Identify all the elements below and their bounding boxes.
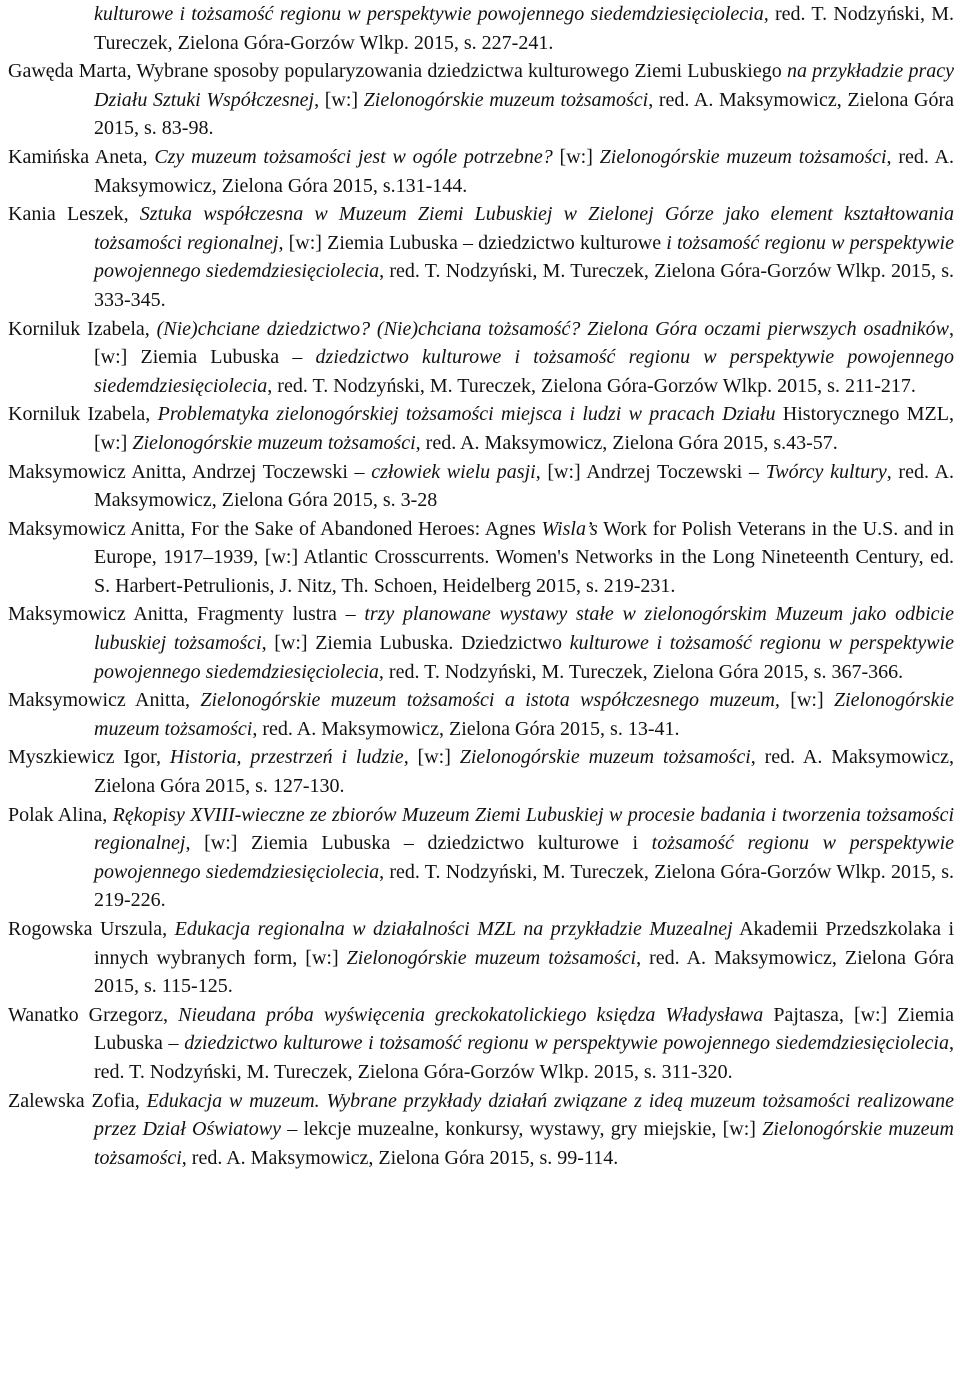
entry-text: , [w:] Ziemia Lubuska – — [94, 317, 954, 369]
entry-title-italic: Zielonogórskie muzeum tożsamości — [94, 689, 954, 740]
bibliography-entry — [8, 1087, 954, 1173]
entry-title-italic: Zielonogórskie muzeum tożsamości — [346, 946, 637, 969]
entry-title-italic: Czy muzeum tożsamości jest w ogóle potrzebne? — [154, 145, 553, 168]
bibliography-entry — [8, 200, 954, 314]
entry-text: , red. A. Maksymowicz, Zielona Góra 2015, s. 13-41. — [252, 717, 680, 740]
entry-text: Kamińska Aneta, — [8, 145, 155, 168]
entry-text: red. T. Nodzyński, M. Tureczek, Zielona Góra-Gorzów Wlkp. 2015, s. 227-241. — [94, 3, 954, 54]
entry-title-italic: kulturowe i tożsamość regionu w perspektywie powojennego siedemdziesięciolecia, — [94, 3, 769, 25]
entry-title-italic: kulturowe i tożsamość regionu w perspektywie powojennego siedemdziesięciolecia, — [94, 632, 955, 683]
entry-title-italic: Problematyka zielonogórskiej tożsamości miejsca i ludzi w pracach Działu — [157, 403, 776, 426]
entry-text: , red. A. Maksymowicz, Zielona Góra 2015, s. 115-125. — [94, 946, 954, 998]
entry-text: , [w:] Ziemia Lubuska. Dziedzictwo — [261, 632, 570, 655]
entry-text: Zalewska Zofia, — [8, 1089, 147, 1112]
entry-title-italic: Zielonogórskie muzeum tożsamości — [599, 145, 887, 168]
bibliography-entry — [8, 515, 954, 601]
bibliography-entry-continuation — [8, 0, 954, 57]
entry-text: Maksymowicz Anitta, Andrzej Toczewski – — [8, 460, 372, 483]
entry-title-italic: Wybrane przykłady działań związane z ideą muzeum tożsamości realizowane przez Dział Oświatowy — [94, 1089, 954, 1141]
bibliography-list — [8, 0, 954, 1172]
entry-text: , red. A. Maksymowicz, Zielona Góra 2015, s.43-57. — [415, 431, 838, 454]
entry-title-italic: Sztuka współczesna w Muzeum Ziemi Lubuskiej w Zielonej Górze jako element kształtowania tożsamości regionalnej — [94, 203, 954, 254]
entry-title-italic: trzy planowane wystawy stałe w zielonogórskim Muzeum jako odbicie lubuskiej tożsamości — [94, 603, 954, 655]
entry-text: , red. A. Maksymowicz, Zielona Góra 2015, s.131-144. — [94, 145, 954, 197]
entry-text: Maksymowicz Anitta, — [8, 689, 201, 712]
entry-text: Polak Alina, — [8, 803, 113, 826]
entry-title-italic: człowiek wielu pasji — [371, 460, 536, 483]
entry-text: , red. A. Maksymowicz, Zielona Góra 2015, s. 3-28 — [94, 460, 954, 512]
entry-title-italic: Rękopisy XVIII-wieczne ze zbiorów Muzeum Ziemi Lubuskiej w procesie badania i tworzenia tożsamości regionalnej — [94, 803, 955, 855]
entry-title-italic: Zielonogórskie muzeum tożsamości — [459, 746, 751, 769]
entry-title-italic: Zielonogórskie muzeum tożsamości — [132, 431, 416, 454]
bibliography-entry — [8, 915, 954, 1001]
entry-title-italic: Historia, przestrzeń i ludzie — [169, 746, 404, 769]
bibliography-entry — [8, 801, 954, 915]
entry-text: Korniluk Izabela, — [8, 403, 158, 426]
entry-text: Pajtasza, [w:] Ziemia Lubuska – — [94, 1003, 954, 1055]
entry-text: , red. A. Maksymowicz, Zielona Góra 2015, s. 99-114. — [181, 1146, 619, 1169]
entry-text: , red. T. Nodzyński, M. Tureczek, Zielona Góra-Gorzów Wlkp. 2015, s. 311-320. — [94, 1032, 954, 1083]
entry-text: Korniluk Izabela, — [8, 317, 157, 340]
bibliography-entry — [8, 57, 954, 143]
entry-title-italic: Nieudana próba wyświęcenia greckokatolickiego księdza Władysława — [178, 1003, 764, 1026]
entry-title-italic: dziedzictwo kulturowe i tożsamość regionu w perspektywie powojennego siedemdziesięciolecia — [184, 1032, 949, 1055]
entry-text: Kania Leszek, — [8, 203, 140, 226]
entry-text: Wanatko Grzegorz, — [8, 1003, 179, 1026]
entry-text: Akademii Przedszkolaka i innych wybranych form, [w:] — [94, 918, 954, 969]
entry-text: Maksymowicz Anitta, For the Sake of Abandoned Heroes: Agnes — [8, 517, 542, 540]
entry-text: , [w:] Andrzej Toczewski – — [535, 460, 766, 483]
entry-text: , red. A. Maksymowicz, Zielona Góra 2015, s. 127-130. — [94, 746, 954, 798]
entry-text: [w:] — [552, 145, 600, 168]
entry-text: Maksymowicz Anitta, Fragmenty lustra – — [8, 603, 365, 626]
entry-title-italic: tożsamość regionu w perspektywie powojennego siedemdziesięciolecia — [94, 832, 955, 883]
entry-text: red. T. Nodzyński, M. Tureczek, Zielona Góra 2015, s. 367-366. — [383, 660, 904, 683]
entry-text: , red. T. Nodzyński, M. Tureczek, Zielona Góra-Gorzów Wlkp. 2015, s. 219-226. — [94, 860, 954, 912]
entry-title-italic: Wisla’s — [541, 517, 598, 540]
bibliography-entry — [8, 600, 954, 686]
entry-title-italic: dziedzictwo kulturowe i tożsamość regionu w perspektywie powojennego siedemdziesięciolecia — [94, 346, 955, 397]
entry-title-italic: Zielonogórskie muzeum tożsamości — [94, 1118, 954, 1169]
entry-title-italic: Zielonogórskie muzeum tożsamości a istota współczesnego muzeum, — [200, 689, 780, 712]
entry-text: , red. T. Nodzyński, M. Tureczek, Zielona Góra-Gorzów Wlkp. 2015, s. 211-217. — [267, 374, 916, 397]
entry-title-italic: Zielonogórskie muzeum tożsamości — [363, 88, 649, 111]
entry-text: , [w:] Ziemia Lubuska – dziedzictwo kulturowe i — [185, 832, 652, 855]
entry-text: Rogowska Urszula, — [8, 918, 175, 940]
entry-text: [w:] — [779, 689, 834, 712]
entry-title-italic: Edukacja regionalna w działalności MZL na przykładzie Muzealnej — [174, 918, 733, 940]
entry-text: Work for Polish Veterans in the U.S. and in Europe, 1917–1939, [w:] Atlantic Crosscurrents. Women's Networks in the Long Nineteenth Century, ed. S. Harbert-Petrulionis, J. Nitz, Th. Schoen, Heidelberg 2015, s. 219-231. — [94, 517, 955, 597]
entry-text: – lekcje muzealne, konkursy, wystawy, gry miejskie, [w:] — [280, 1118, 763, 1141]
entry-title-italic: Twórcy kultury — [765, 460, 887, 483]
bibliography-entry — [8, 400, 954, 457]
entry-title-italic: na przykładzie pracy Działu Sztuki Współczesnej — [94, 60, 954, 111]
entry-title-italic: i tożsamość regionu w perspektywie powojennego siedemdziesięciolecia — [94, 231, 954, 283]
entry-text: , [w:] — [403, 746, 460, 769]
entry-text: Myszkiewicz Igor, — [8, 746, 170, 769]
bibliography-entry — [8, 458, 954, 515]
bibliography-entry — [8, 1001, 954, 1087]
entry-text: , red. T. Nodzyński, M. Tureczek, Zielona Góra-Gorzów Wlkp. 2015, s. 333-345. — [94, 260, 954, 311]
entry-text: Historycznego MZL, [w:] — [94, 403, 954, 454]
entry-title-italic: Edukacja w muzeum. — [146, 1089, 320, 1112]
bibliography-entry — [8, 686, 954, 743]
bibliography-entry — [8, 743, 954, 800]
entry-text: , red. A. Maksymowicz, Zielona Góra 2015, s. 83-98. — [94, 88, 955, 140]
entry-text: , [w:] — [314, 88, 364, 111]
entry-text: , [w:] Ziemia Lubuska – dziedzictwo kulturowe — [278, 231, 667, 254]
entry-title-italic: (Nie)chciane dziedzictwo? (Nie)chciana tożsamość? Zielona Góra oczami pierwszych osadników — [156, 317, 949, 340]
entry-text: Gawęda Marta, Wybrane sposoby popularyzowania dziedzictwa kulturowego Ziemi Lubuskiego — [8, 60, 787, 83]
bibliography-entry — [8, 143, 954, 200]
bibliography-entry — [8, 315, 954, 401]
